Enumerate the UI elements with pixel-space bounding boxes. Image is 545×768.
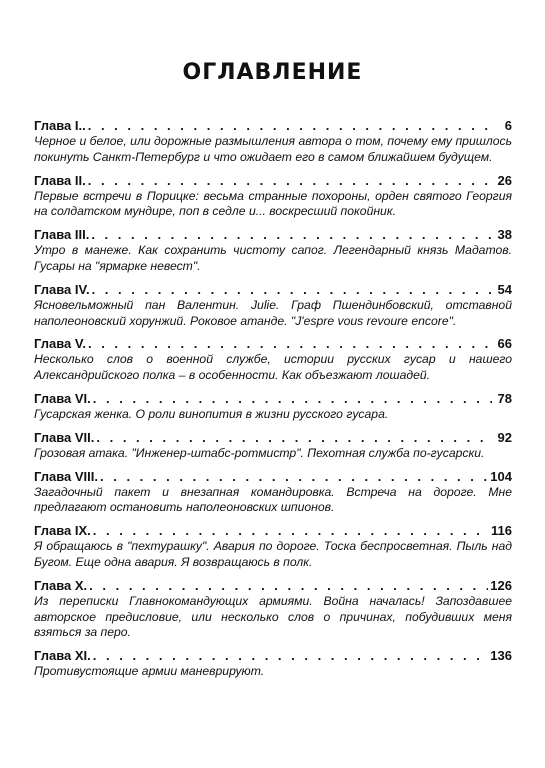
toc-entry — [34, 578, 512, 641]
dot-leader — [93, 523, 489, 538]
dot-leader — [88, 118, 492, 133]
toc-entry-heading — [34, 336, 512, 351]
page-number: 26 — [497, 172, 512, 188]
chapter-title: Глава III. — [34, 227, 90, 243]
dot-leader — [88, 173, 492, 188]
chapter-title: Глава VIII. — [34, 468, 98, 484]
toc-entry-heading — [34, 118, 512, 133]
toc-entry-heading — [34, 282, 512, 297]
chapter-description: Утро в манеже. Как сохранить чистоту сапог. Легендарный князь Мадатов. Гусары на "ярмарке невест". — [34, 243, 512, 273]
chapter-title: Глава XI. — [34, 648, 91, 664]
chapter-description: Первые встречи в Порицке: весьма странные похороны, орден святого Георгия на солдатском мундире, поп в седле и... воскресший покойник. — [34, 188, 512, 219]
chapter-description: Черное и белое, или дорожные размышления автора о том, почему ему пришлось покинуть Санкт-Петербург и что ожидает его в самом ближайшем будущем. — [34, 134, 512, 164]
chapter-title: Глава II. — [34, 172, 86, 188]
chapter-description: Гусарская женка. О роли винопития в жизни русского гусара. — [34, 406, 389, 421]
page-number: 116 — [491, 523, 512, 539]
page-title: ОГЛАВЛЕНИЕ — [182, 60, 363, 85]
chapter-title: Глава IV. — [34, 281, 90, 297]
dot-leader — [93, 391, 492, 406]
toc-entry-heading — [34, 391, 512, 406]
chapter-description: Загадочный пакет и внезапная командировка. Встреча на дороге. Мне предлагают остановить наполеоновских шпионов. — [34, 484, 512, 515]
toc-entry-heading — [34, 430, 512, 445]
toc-entry — [34, 430, 512, 462]
toc-entry — [34, 282, 512, 330]
chapter-title: Глава V. — [34, 336, 86, 352]
toc-entry-heading — [34, 469, 512, 484]
chapter-description: Я обращаюсь в "пехтурашку". Авария по дороге. Тоска беспросветная. Пыль над Бугом. Еще одна авария. Я возвращаюсь в полк. — [34, 539, 512, 569]
page-number: 54 — [497, 281, 512, 297]
page-number: 104 — [490, 468, 512, 484]
chapter-title: Глава VI. — [34, 390, 91, 406]
page-number: 78 — [497, 390, 512, 406]
toc-entry-heading — [34, 523, 512, 538]
dot-leader — [88, 336, 492, 351]
page-number: 136 — [490, 648, 512, 664]
chapter-description: Ясновельможный пан Валентин. Julie. Граф Пшендинбовский, отставной наполеоновский хорунжий. Роковое атанде. "J'espre vous revoure encore". — [34, 297, 512, 328]
toc-entry — [34, 227, 512, 275]
dot-leader — [100, 469, 488, 484]
page-number: 126 — [490, 577, 512, 593]
chapter-title: Глава X. — [34, 577, 88, 593]
toc-entry — [34, 523, 512, 571]
dot-leader — [93, 648, 489, 663]
toc-entry — [34, 648, 512, 680]
toc-entry — [34, 173, 512, 221]
chapter-title: Глава VII. — [34, 429, 95, 445]
page-number: 38 — [497, 227, 512, 243]
dot-leader — [96, 430, 492, 445]
dot-leader — [91, 227, 492, 242]
dot-leader — [89, 578, 488, 593]
chapter-description: Несколько слов о военной службе, истории русских гусар и нашего Александрийского полка – в особенности. Как объезжают лошадей. — [34, 352, 512, 383]
dot-leader — [92, 282, 492, 297]
page-number: 66 — [497, 336, 512, 352]
toc-entry-heading — [34, 173, 512, 188]
page-number: 6 — [504, 118, 512, 133]
chapter-description: Из переписки Главнокомандующих армиями. Война началась! Запоздавшее авторское предисловие, или несколько слов о причинах, побудивших меня взяться за перо. — [34, 593, 512, 640]
toc-entry — [34, 336, 512, 384]
table-of-contents — [34, 118, 512, 687]
toc-entry — [34, 391, 512, 423]
chapter-title: Глава I.. — [34, 118, 86, 133]
chapter-description: Грозовая атака. "Инженер-штабс-ротмистр". Пехотная служба по-гусарски. — [34, 445, 485, 460]
toc-entry — [34, 118, 512, 166]
chapter-title: Глава IX. — [34, 523, 91, 539]
chapter-description: Противустоящие армии маневрируют. — [34, 664, 265, 679]
toc-entry-heading — [34, 648, 512, 663]
toc-entry-heading — [34, 578, 512, 593]
page-number: 92 — [497, 429, 512, 445]
toc-entry — [34, 469, 512, 517]
toc-entry-heading — [34, 227, 512, 242]
